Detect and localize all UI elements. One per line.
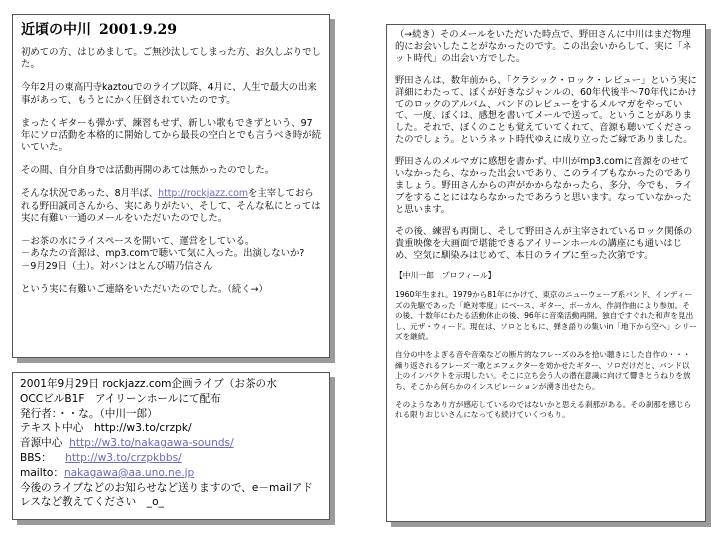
- rockjazz-link[interactable]: http://rockjazz.com: [158, 188, 249, 200]
- info-line-mail: [20, 466, 322, 481]
- profile-style: 自分の中をよぎる音や音楽などの断片的なフレーズのみを拾い聴きにした自作の・・・繰り返されるフレーズ一歌とエフェクターを効かせたギター、ソロだけだと、バンド以上のインパクトを示現したい。そこに立ち会う人の潜在意識に向けて響きとうねりを放ち、そこから何らかのインスピレーションが湧き出せたら。: [395, 350, 691, 391]
- sound-site-link[interactable]: http://w3.to/nakagawa-sounds/: [69, 437, 234, 450]
- paragraph-continued: という実に有難いご連絡をいただいたのでした。（続く→）: [21, 283, 268, 295]
- flyer-info-panel: [12, 372, 330, 520]
- panel-title: [21, 21, 321, 39]
- bbs-label: BBS：: [20, 451, 52, 464]
- paragraph-mp3: 野田さんのメルマガに感想を書かず、中川がmp3.comに音源をのせていなかったら、なかった出会いであり、このライブもなかったのでありましょう。野田さんからの声がかからなかったら、多分、今でも、ライブをすることにはならなかったであろうと思います。なっていなかったと思います。: [395, 156, 693, 215]
- info-line-venue: OCCビルB1F アイリーンホールにて配布: [20, 392, 221, 405]
- info-line-request: 今後のライブなどのお知らせなど送りますので、e－mailアドレスなど教えてください _o_: [20, 481, 313, 509]
- info-line-bbs: [20, 451, 322, 466]
- mail-label: mailto：: [20, 466, 64, 479]
- title-date: 2001.9.29: [99, 22, 177, 38]
- text-site-url: http://w3.to/crzpk/: [93, 422, 192, 435]
- paragraph-no-plans: その間、自分自身では活動再開のあては無かったのでした。: [21, 165, 275, 177]
- text-site-label: テキスト中心: [20, 422, 94, 435]
- info-line-sound-site: [20, 436, 322, 451]
- paragraph-offer-list: －お茶の水にライスペースを開いて、運営をしている。 －あなたの音源は、mp3.comで聴いて気に入った。出演しないか? －9月29日（土）。対バンはとんび晴乃信さん: [21, 235, 305, 272]
- paragraph-event: 今年2月の東高円寺kaztouでのライブ以降、4月に、人生で最大の出来事があって、もうとにかく圧倒されていたのです。: [21, 82, 317, 106]
- profile-bio: 1960年生まれ。1979から81年にかけて、東京のニューウェーブ系バンド、インディーズの先駆であった「絶対零度」にベース、ギター、ボーカル、作詞作曲により参加。その後、十数年にわたる活動休止の後、96年に音楽活動再開。独自ですぐれた和声を見出し、元ザ・ウィード。現在は、ソロとともに、弾き語りの集いin「地下から空へ」シリーズを継続。: [395, 290, 697, 342]
- sound-site-label: 音源中心: [20, 437, 63, 450]
- info-line-text-site: [20, 421, 322, 436]
- info-line-date: 2001年9月29日 rockjazz.com企画ライブ（お茶の水: [20, 378, 277, 390]
- paragraph-blank-period: まったくギターも弾かず、練習もせず、新しい歌もできずという、97年にソロ活動を本格的に開始してから最長の空白とでも言うべき時が続いていた。: [21, 117, 322, 154]
- profile-heading: 【中川一郎 プロフィール】: [395, 271, 496, 281]
- paragraph-newsletter: 野田さんは、数年前から、「クラシック・ロック・レビュー」という実に詳細にわたって、ぼくが好きなジャンルの、60年代後半～70年代にかけてのロックのアルバム、バンドのレビューをするメルマガをやっていて、一度、ぼくは、感想を書いてメールで送って。ということがありました。それで、ぼくのことも覚えていてくれて、音源も聴いてくださったのでしょう。というネット時代ゆえに成り立ったご縁でありました。: [395, 74, 697, 146]
- mail-link[interactable]: nakagawa@aa.uno.ne.jp: [63, 466, 195, 479]
- title-text: 近頃の中川: [21, 22, 91, 38]
- paragraph-restart: その後、練習も再開し、そして野田さんが主宰されているロック関係の貴重映像を大画面で堪能できるアイリーンホールの講座にも通いはじめ、空気に馴染みはじめて、本日のライブに至った次第です。: [395, 225, 693, 261]
- contact-text-a: そんな状況であった、8月半ば、: [21, 188, 159, 200]
- contact-text-b: を主宰しておられる野田誠司さんから、実にありがたい、そして、そんな私にとっては実に有難い一通のメールをいただいたのでした。: [21, 188, 321, 225]
- bbs-link[interactable]: http://w3.to/crzpkbbs/: [65, 451, 182, 464]
- info-line-publisher: 発行者：・・な。（中川一郎）: [20, 407, 158, 420]
- greeting-panel: [12, 14, 330, 358]
- profile-closing: そのようなあり方が感応しているのではないかと思える刹那がある。その刹那を感じられる限りおじいさんになっても続けていくつもり。: [395, 400, 692, 420]
- paragraph-contact: [21, 188, 321, 225]
- continuation-panel: [386, 24, 706, 522]
- paragraph-net-era: （→続き）そのメールをいただいた時点で、野田さんに中川はまだ物理的にお会いしたことがなかったのです。この出会いからして、実に「ネット時代」の出会い方でした。: [395, 29, 692, 64]
- paragraph-intro: 初めての方、はじめまして。ご無沙汰してしまった方、お久しぶりでした。: [21, 47, 321, 71]
